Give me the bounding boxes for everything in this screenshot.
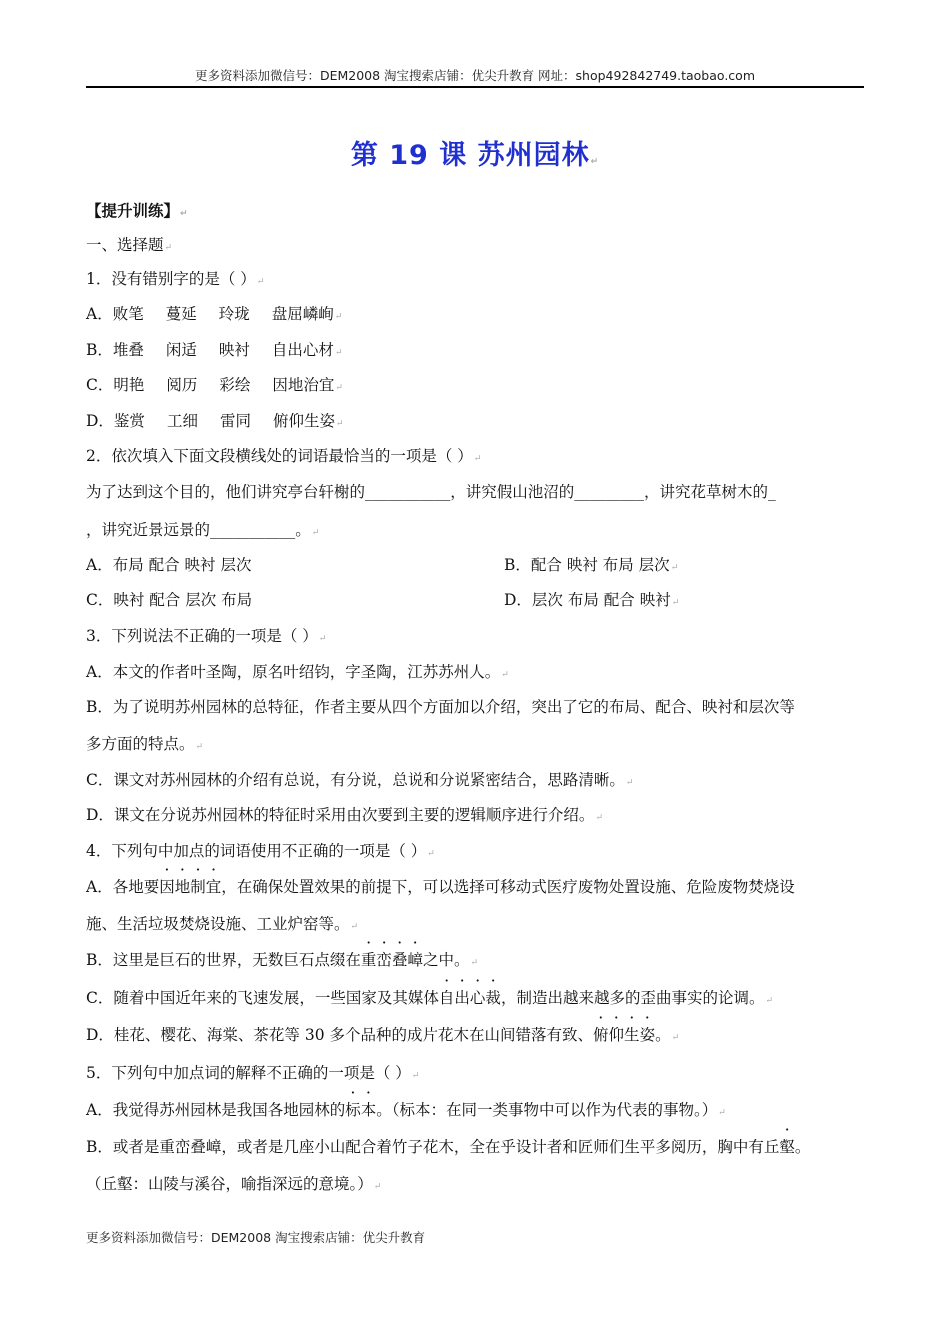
q5-option-b-line2: （丘壑：山陵与溪谷，喻指深远的意境。）↵ [86, 1175, 382, 1193]
dotted-char: 本 [360, 1101, 377, 1119]
dotted-char: 姿 [639, 1026, 656, 1044]
q3-option-a: A．本文的作者叶圣陶，原名叶绍钧，字圣陶，江苏苏州人。↵ [86, 663, 509, 681]
dotted-char: 生 [624, 1026, 640, 1044]
dotted-char: 仰 [608, 1026, 625, 1044]
dotted-char: 宜 [205, 878, 222, 896]
dotted-word [779, 1138, 795, 1156]
dotted-word [159, 878, 221, 896]
section-heading: 【提升训练】↵ [86, 202, 188, 220]
q4-option-b: B．这里是巨石的世界，无数巨石点缀在重峦叠嶂之中。↵ [86, 948, 478, 970]
q2-option-a: A．布局 配合 映衬 层次 [86, 556, 252, 574]
q2-passage-line1: 为了达到这个目的，他们讲究亭台轩榭的___________，讲究假山池沼的_________，讲究花草树木的_ [86, 483, 776, 501]
dotted-word [361, 951, 423, 969]
q1-option-c: C．明艳 阅历 彩绘 因地治宜↵ [86, 376, 343, 394]
dotted-char: 嶂 [407, 951, 423, 969]
q3-option-b-line2: 多方面的特点。↵ [86, 735, 204, 753]
dotted-char: 叠 [391, 951, 408, 969]
page-header: 更多资料添加微信号：DEM2008 淘宝搜索店铺：优尖升教育 网址：shop492842749.taobao.com [194, 68, 756, 83]
q4-option-d: D．桂花、樱花、海棠、茶花等 30 多个品种的成片花木在山间错落有致、俯仰生姿。↵ [86, 1023, 679, 1045]
q2-passage-line2: ，讲究近景远景的___________。↵ [86, 521, 320, 539]
q4-option-a-line2: 施、生活垃圾焚烧设施、工业炉窑等。↵ [86, 915, 359, 933]
dotted-char: 因 [159, 878, 175, 896]
q1-option-d: D．鉴赏 工细 雷同 俯仰生姿↵ [86, 412, 344, 430]
dotted-word [593, 1026, 655, 1044]
header-rule [86, 86, 864, 88]
title-text: 第 19 课 苏州园林 [350, 140, 590, 171]
dotted-char: 峦 [376, 951, 392, 969]
part-heading: 一、选择题↵ [86, 236, 173, 254]
q2-options-row2 [86, 588, 864, 610]
dotted-char: 自 [438, 989, 455, 1007]
dotted-word [345, 1101, 376, 1119]
q2-option-d: D．层次 布局 配合 映衬↵ [504, 591, 680, 609]
q3-option-b-line1: B．为了说明苏州园林的总特征，作者主要从四个方面加以介绍，突出了它的布局、配合、映衬和层次等 [86, 698, 795, 716]
q4-option-a-line1: A．各地要因地制宜，在确保处置效果的前提下，可以选择可移动式医疗废物处置设施、危险废物焚烧设 [86, 875, 795, 897]
q3-stem: 3．下列说法不正确的一项是（ ）↵ [86, 627, 327, 645]
q5-stem: 5．下列句中加点词的解释不正确的一项是（ ）↵ [86, 1064, 420, 1082]
dotted-char: 重 [360, 951, 377, 969]
q5-option-b-line1: B．或者是重峦叠嶂，或者是几座小山配合着竹子花木，全在乎设计者和匠师们生平多阅历，胸中有丘壑。 [86, 1135, 810, 1157]
dotted-char: 地 [174, 878, 191, 896]
dotted-char: 裁 [485, 989, 501, 1007]
dotted-char: 标 [345, 1101, 361, 1119]
dotted-char: 出 [454, 989, 470, 1007]
dotted-char: 制 [190, 878, 206, 896]
q5-option-a: A．我觉得苏州园林是我国各地园林的标本。（标本：在同一类事物中可以作为代表的事物。）↵ [86, 1098, 726, 1120]
q1-option-b: B．堆叠 闲适 映衬 自出心材↵ [86, 341, 343, 359]
q3-option-d: D．课文在分说苏州园林的特征时采用由次要到主要的逻辑顺序进行介绍。↵ [86, 806, 603, 824]
dotted-word [439, 989, 501, 1007]
q2-option-b: B．配合 映衬 布局 层次↵ [504, 556, 679, 574]
q1-option-a: A．败笔 蔓延 玲珑 盘屈嶙峋↵ [86, 305, 343, 323]
dotted-char: 俯 [593, 1026, 609, 1044]
dotted-char: 心 [469, 989, 486, 1007]
q4-stem: 4．下列句中加点的词语使用不正确的一项是（ ）↵ [86, 842, 435, 860]
q2-option-c: C．映衬 配合 层次 布局 [86, 591, 253, 609]
q4-option-c: C．随着中国近年来的飞速发展，一些国家及其媒体自出心裁，制造出越来越多的歪曲事实的论调。↵ [86, 986, 773, 1008]
q3-option-c: C．课文对苏州园林的介绍有总说，有分说，总说和分说紧密结合，思路清晰。↵ [86, 771, 634, 789]
q2-stem: 2．依次填入下面文段横线处的词语最恰当的一项是（ ）↵ [86, 447, 482, 465]
dotted-char: 壑 [779, 1138, 795, 1156]
page-title: 第 19 课 苏州园林↵ [350, 140, 600, 171]
q1-stem: 1．没有错别字的是（ ）↵ [86, 270, 265, 288]
page-footer: 更多资料添加微信号：DEM2008 淘宝搜索店铺：优尖升教育 [86, 1230, 426, 1245]
q2-options-row1 [86, 553, 864, 575]
